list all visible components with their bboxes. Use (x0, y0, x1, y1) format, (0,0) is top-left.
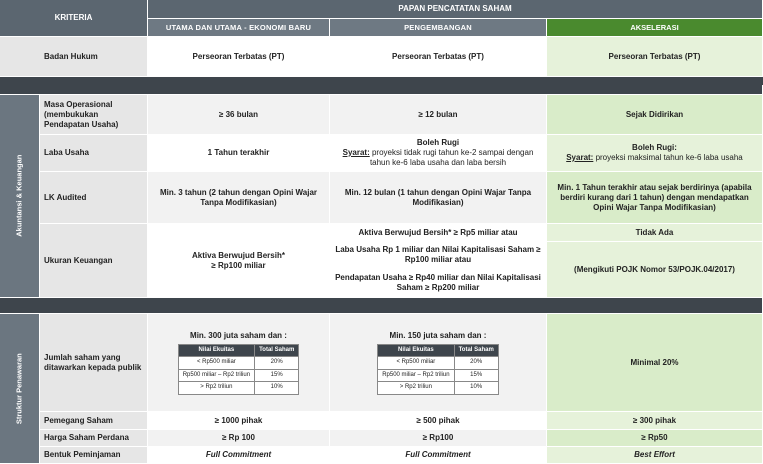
utama-header: UTAMA DAN UTAMA - EKONOMI BARU (148, 19, 330, 37)
laba-akselerasi: Boleh Rugi: Syarat: proyeksi maksimal tahun ke-6 laba usaha (547, 135, 763, 172)
ukuran-keuangan-label: Ukuran Keuangan (40, 224, 148, 298)
harga-saham-label: Harga Saham Perdana (40, 430, 148, 447)
pemegang-pengembangan: ≥ 500 pihak (330, 412, 547, 430)
section-akuntansi-label: Akuntansi & Keuangan (0, 95, 40, 298)
harga-utama: ≥ Rp 100 (148, 430, 330, 447)
bentuk-pengembangan: Full Commitment (330, 447, 547, 464)
masa-pengembangan: ≥ 12 bulan (330, 95, 547, 135)
divider-row-2 (0, 298, 763, 314)
masa-akselerasi: Sejak Didirikan (547, 95, 763, 135)
jumlah-utama: Min. 300 juta saham dan : Nilai Ekuitas Total Saham < Rp500 miliar 20% Rp500 miliar – Rp2 triliun 15% > Rp2 triliun 10% (148, 314, 330, 412)
laba-usaha-label: Laba Usaha (40, 135, 148, 172)
bentuk-utama: Full Commitment (148, 447, 330, 464)
ukuran-akselerasi-1: Tidak Ada (547, 224, 763, 242)
ukuran-pengembangan-3: Pendapatan Usaha ≥ Rp40 miliar dan Nilai Kapitalisasi Saham ≥ Rp200 miliar (330, 268, 547, 298)
ukuran-akselerasi-2: (Mengikuti POJK Nomor 53/POJK.04/2017) (547, 242, 763, 298)
lk-utama: Min. 3 tahun (2 tahun dengan Opini Wajar Tanpa Modifikasian) (148, 172, 330, 224)
kriteria-header: KRITERIA (0, 0, 148, 37)
akselerasi-header: AKSELERASI (547, 19, 763, 37)
ukuran-utama: Aktiva Berwujud Bersih* ≥ Rp100 miliar (148, 224, 330, 298)
pemegang-akselerasi: ≥ 300 pihak (547, 412, 763, 430)
laba-pengembangan: Boleh Rugi Syarat: proyeksi tidak rugi tahun ke-2 sampai dengan tahun ke-6 laba usaha dan laba bersih (330, 135, 547, 172)
masa-operasional-label: Masa Operasional (membukukan Pendapatan Usaha) (40, 95, 148, 135)
lk-audited-label: LK Audited (40, 172, 148, 224)
badan-hukum-utama: Perseoran Terbatas (PT) (148, 37, 330, 77)
badan-hukum-pengembangan: Perseoran Terbatas (PT) (330, 37, 547, 77)
ukuran-pengembangan-2: Laba Usaha Rp 1 miliar dan Nilai Kapitalisasi Saham ≥ Rp100 miliar atau (330, 242, 547, 268)
harga-pengembangan: ≥ Rp100 (330, 430, 547, 447)
spacer (0, 77, 763, 85)
badan-hukum-label: Badan Hukum (0, 37, 148, 77)
utama-equity-table: Nilai Ekuitas Total Saham < Rp500 miliar 20% Rp500 miliar – Rp2 triliun 15% > Rp2 triliun 10% (178, 344, 300, 395)
pengembangan-header: PENGEMBANGAN (330, 19, 547, 37)
pemegang-utama: ≥ 1000 pihak (148, 412, 330, 430)
pengembangan-equity-table: Nilai Ekuitas Total Saham < Rp500 miliar 20% Rp500 miliar – Rp2 triliun 15% > Rp2 triliun 10% (377, 344, 499, 395)
bentuk-akselerasi: Best Effort (547, 447, 763, 464)
masa-utama: ≥ 36 bulan (148, 95, 330, 135)
jumlah-pengembangan: Min. 150 juta saham dan : Nilai Ekuitas Total Saham < Rp500 miliar 20% Rp500 miliar – Rp2 triliun 15% > Rp2 triliun 10% (330, 314, 547, 412)
section-struktur-label: Struktur Penawaran (0, 314, 40, 464)
harga-akselerasi: ≥ Rp50 (547, 430, 763, 447)
divider-row (0, 85, 763, 95)
badan-hukum-akselerasi: Perseoran Terbatas (PT) (547, 37, 763, 77)
papan-header: PAPAN PENCATATAN SAHAM (148, 0, 763, 19)
lk-pengembangan: Min. 12 bulan (1 tahun dengan Opini Wajar Tanpa Modifikasian) (330, 172, 547, 224)
bentuk-peminjaman-label: Bentuk Peminjaman (40, 447, 148, 464)
pemegang-saham-label: Pemegang Saham (40, 412, 148, 430)
jumlah-saham-label: Jumlah saham yang ditawarkan kepada publik (40, 314, 148, 412)
jumlah-akselerasi: Minimal 20% (547, 314, 763, 412)
lk-akselerasi: Min. 1 Tahun terakhir atau sejak berdirinya (apabila berdiri kurang dari 1 tahun) dengan mendapatkan Opini Wajar Tanpa Modifikasian) (547, 172, 763, 224)
ukuran-pengembangan-1: Aktiva Berwujud Bersih* ≥ Rp5 miliar atau (330, 224, 547, 242)
laba-utama: 1 Tahun terakhir (148, 135, 330, 172)
